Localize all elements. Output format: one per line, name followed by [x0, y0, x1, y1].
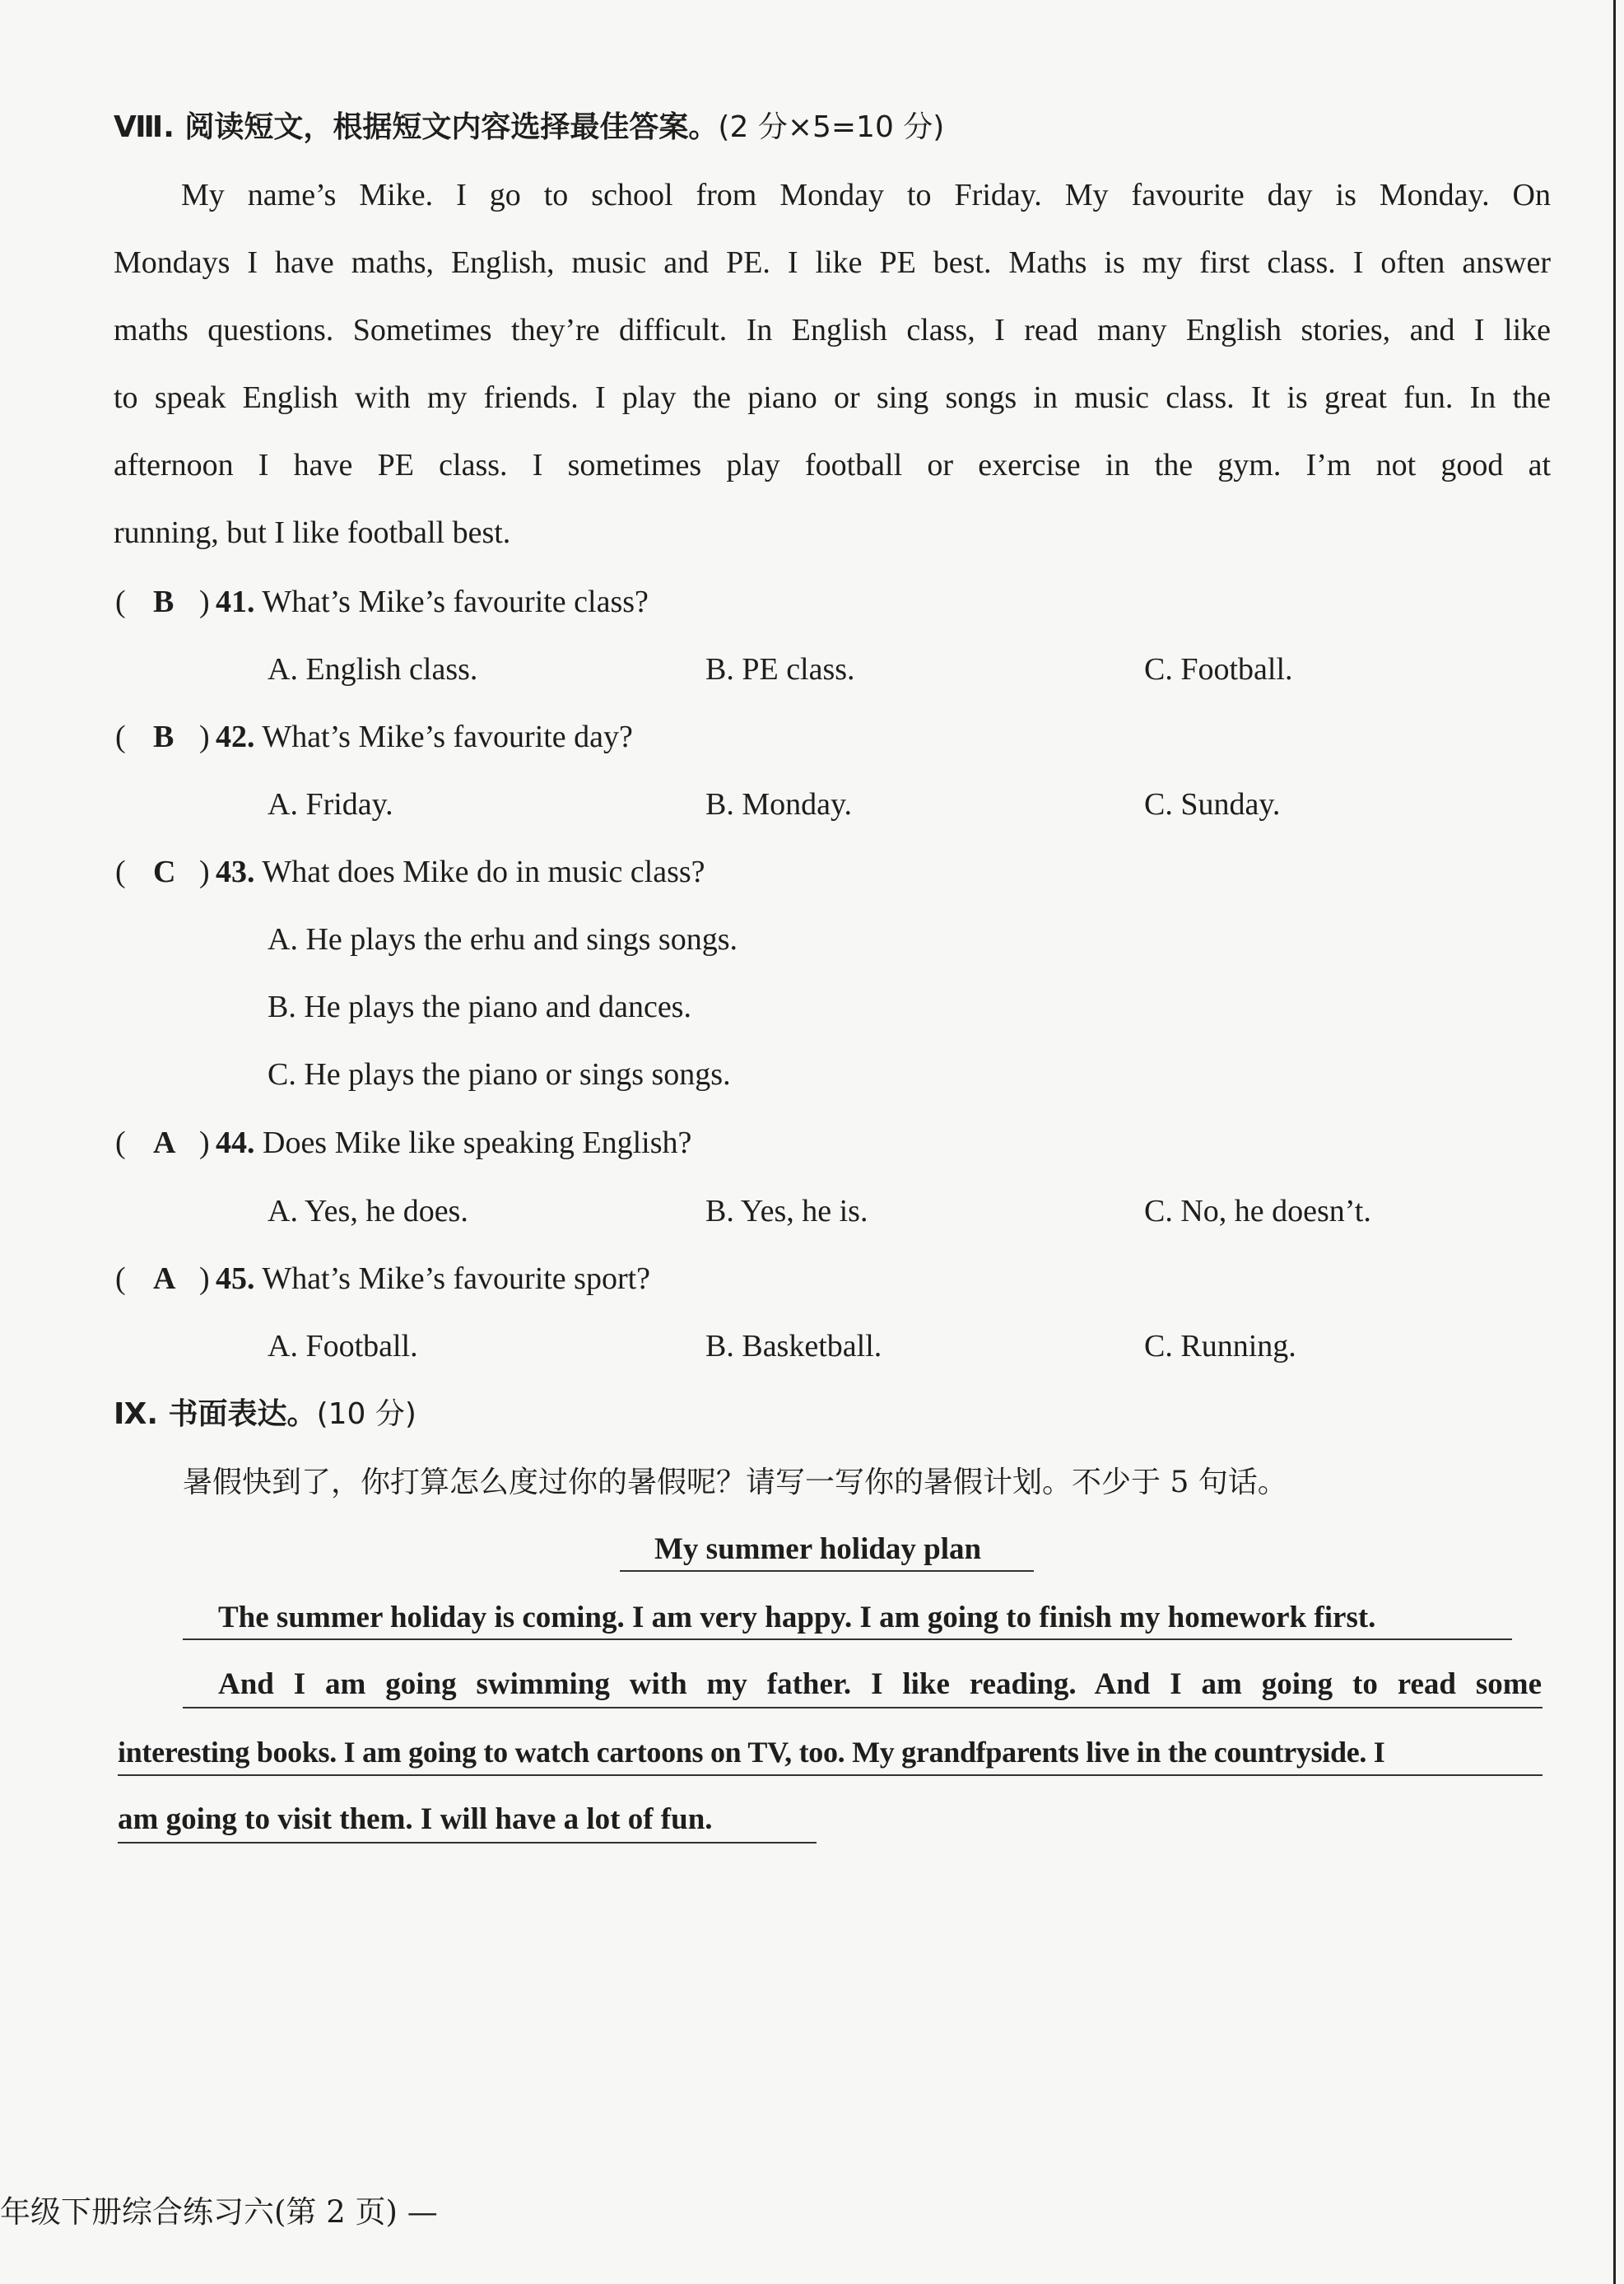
question-41-open-paren: ( — [115, 585, 126, 619]
section-9-score: (10 分) — [316, 1397, 416, 1431]
question-43-text: What does Mike do in music class? — [262, 855, 705, 889]
question-43-open-paren: ( — [115, 855, 126, 889]
question-42-answer: B — [153, 720, 174, 754]
question-45-answer: A — [153, 1261, 176, 1296]
question-41-text: What’s Mike’s favourite class? — [262, 585, 649, 619]
question-45-option-a: A. Football. — [268, 1329, 418, 1363]
essay-title: My summer holiday plan — [654, 1532, 982, 1566]
question-45-number: 45. — [216, 1261, 255, 1296]
question-43-close-paren: ) — [199, 855, 210, 889]
passage-line-1: My name’s Mike. I go to school from Monday to Friday. My favourite day is Monday. On — [181, 178, 1551, 212]
question-44-option-a: A. Yes, he does. — [268, 1194, 468, 1228]
question-41-option-b: B. PE class. — [705, 652, 855, 687]
passage-line-3: maths questions. Sometimes they’re difficult. In English class, I read many English stories, and I like — [114, 313, 1551, 347]
question-43-number: 43. — [216, 855, 255, 889]
question-43-stem — [216, 851, 705, 893]
question-45-open-paren: ( — [115, 1261, 126, 1296]
writing-prompt: 暑假快到了，你打算怎么度过你的暑假呢？请写一写你的暑假计划。不少于 5 句话。 — [183, 1466, 1287, 1499]
question-44-option-b: B. Yes, he is. — [705, 1194, 868, 1228]
question-41-close-paren: ) — [199, 585, 210, 619]
question-44-close-paren: ) — [199, 1126, 210, 1160]
question-42-option-a: A. Friday. — [268, 787, 393, 822]
question-42-option-b: B. Monday. — [705, 787, 853, 822]
question-45-close-paren: ) — [199, 1261, 210, 1296]
question-45-option-c: C. Running. — [1144, 1329, 1296, 1363]
question-44-open-paren: ( — [115, 1126, 126, 1160]
question-45-stem — [216, 1258, 650, 1299]
question-43-option-a: A. He plays the erhu and sings songs. — [268, 922, 738, 957]
essay-line-3-underline — [118, 1774, 1543, 1776]
passage-line-5: afternoon I have PE class. I sometimes play football or exercise in the gym. I’m not good at — [114, 448, 1551, 482]
passage-line-4: to speak English with my friends. I play the piano or sing songs in music class. It is great fun. In the — [114, 380, 1551, 415]
section-8-header — [114, 107, 944, 148]
question-44-text: Does Mike like speaking English? — [263, 1126, 692, 1160]
question-43-option-b: B. He plays the piano and dances. — [268, 990, 691, 1024]
question-41-number: 41. — [216, 585, 255, 619]
question-41-stem — [216, 581, 649, 622]
essay-line-4-underline — [118, 1842, 817, 1844]
question-43-answer: C — [153, 855, 176, 889]
question-44-number: 44. — [216, 1126, 255, 1160]
section-8-score: (2 分×5=10 分) — [718, 110, 945, 144]
essay-line-1: The summer holiday is coming. I am very happy. I am going to finish my homework first. — [218, 1601, 1376, 1634]
page-edge-line — [1613, 0, 1616, 2284]
question-44-option-c: C. No, he doesn’t. — [1144, 1194, 1371, 1228]
question-42-stem — [216, 716, 633, 757]
question-41-option-a: A. English class. — [268, 652, 478, 687]
section-8-title: Ⅷ. 阅读短文，根据短文内容选择最佳答案。 — [114, 110, 719, 144]
question-43-option-c: C. He plays the piano or sings songs. — [268, 1057, 731, 1092]
section-9-header — [114, 1394, 416, 1435]
question-45-option-b: B. Basketball. — [705, 1329, 882, 1363]
question-44-answer: A — [153, 1126, 176, 1160]
essay-line-2-underline — [183, 1707, 1543, 1708]
essay-line-4: am going to visit them. I will have a lot of fun. — [118, 1802, 713, 1836]
essay-line-1-underline — [183, 1638, 1512, 1640]
passage-line-2: Mondays I have maths, English, music and PE. I like PE best. Maths is my first class. I often answer — [114, 245, 1551, 280]
question-42-option-c: C. Sunday. — [1144, 787, 1281, 822]
essay-line-3: interesting books. I am going to watch cartoons on TV, too. My grandfparents live in the countryside. I — [118, 1736, 1385, 1769]
essay-line-2: And I am going swimming with my father. I like reading. And I am going to read some — [218, 1667, 1542, 1701]
page-footer: 年级下册综合练习六(第 2 页) — — [0, 2194, 438, 2230]
passage-line-6: running, but I like football best. — [114, 515, 511, 550]
question-42-number: 42. — [216, 720, 255, 754]
question-41-answer: B — [153, 585, 174, 619]
question-42-close-paren: ) — [199, 720, 210, 754]
question-41-option-c: C. Football. — [1144, 652, 1293, 687]
essay-title-underline — [620, 1570, 1034, 1572]
question-45-text: What’s Mike’s favourite sport? — [262, 1261, 651, 1296]
question-42-open-paren: ( — [115, 720, 126, 754]
question-42-text: What’s Mike’s favourite day? — [262, 720, 633, 754]
question-44-stem — [216, 1122, 691, 1163]
section-9-title: Ⅸ. 书面表达。 — [114, 1397, 317, 1431]
